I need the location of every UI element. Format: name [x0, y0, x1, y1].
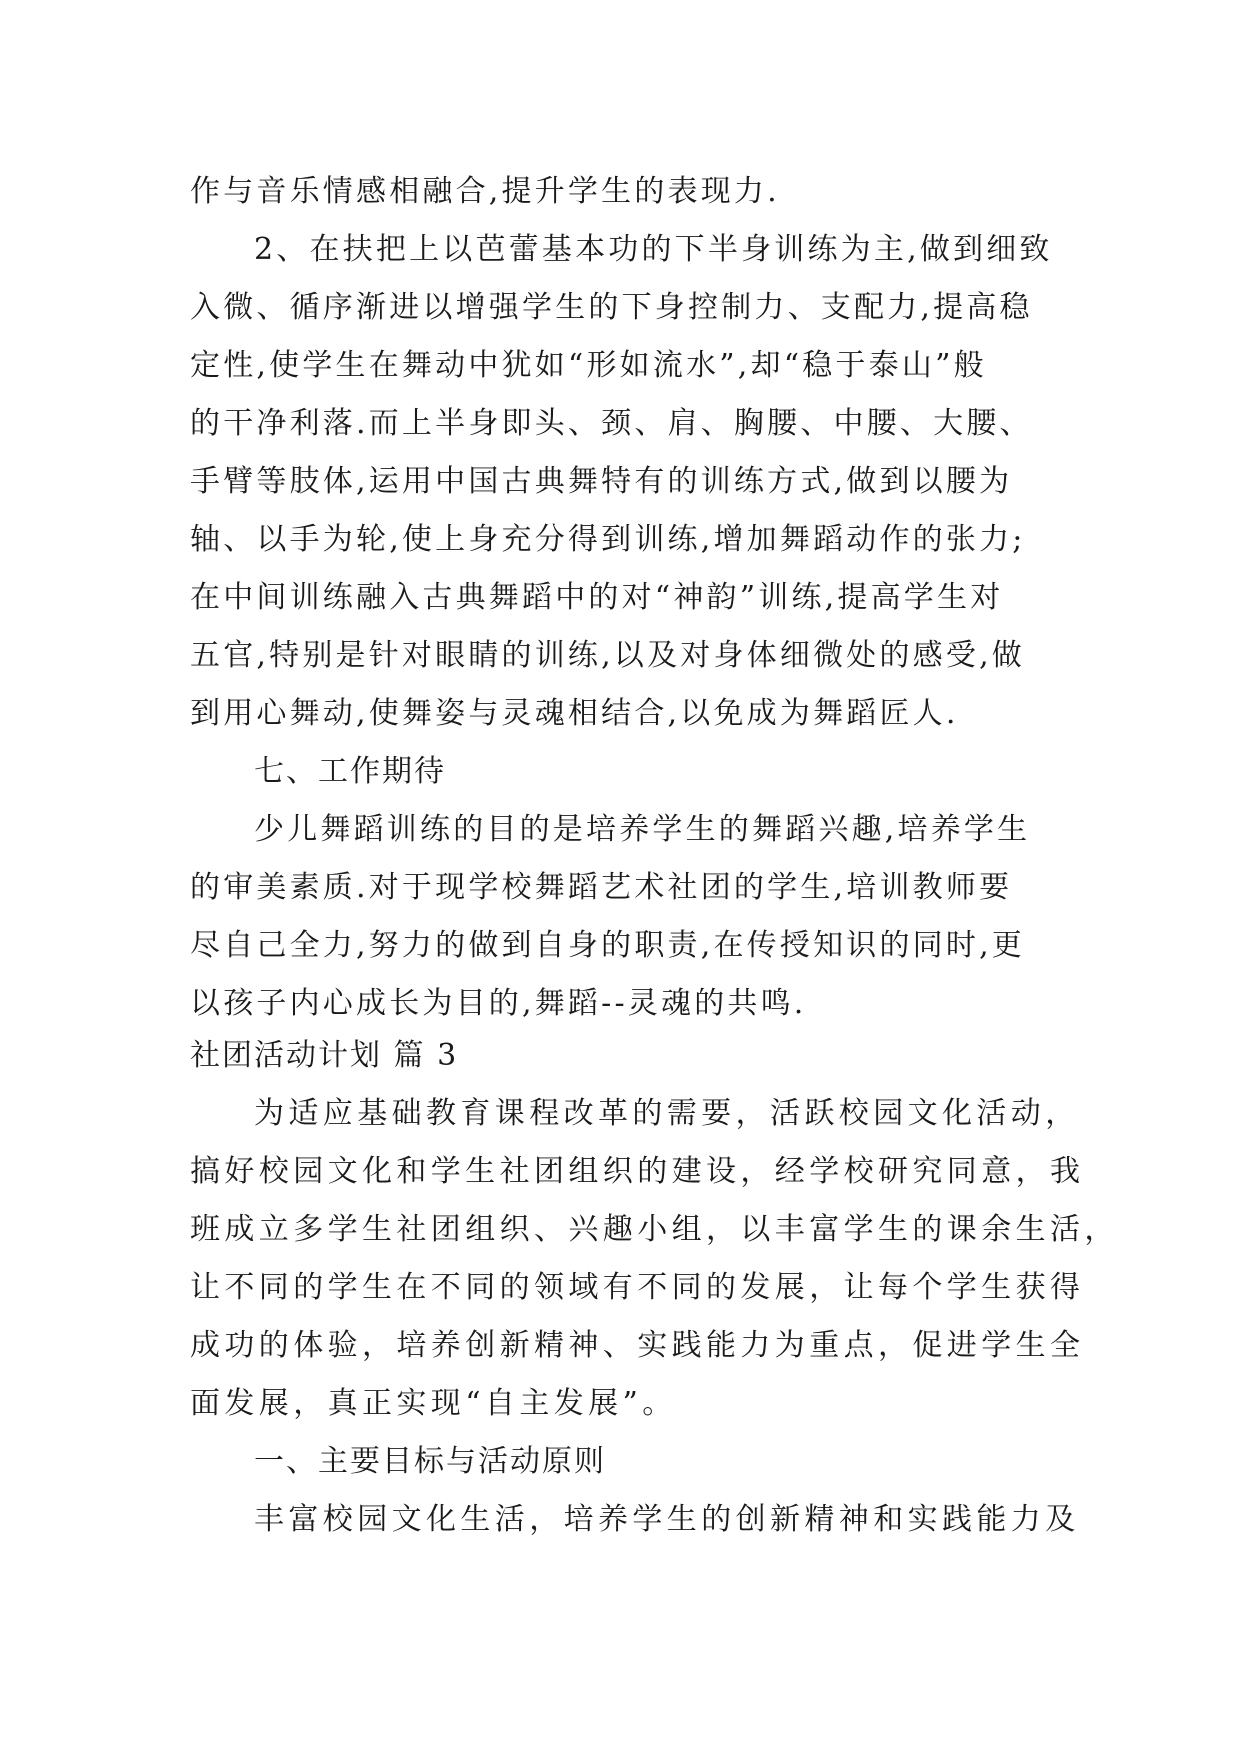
- paragraph-line: 在中间训练融入古典舞蹈中的对“神韵”训练,提高学生对: [190, 580, 1004, 615]
- paragraph-line: 作与音乐情感相融合,提升学生的表现力.: [190, 174, 780, 209]
- paragraph-line: 到用心舞动,使舞姿与灵魂相结合,以免成为舞蹈匠人.: [190, 696, 959, 731]
- paragraph-line: 面发展，真正实现“自主发展”。: [190, 1386, 677, 1421]
- paragraph-line: 定性,使学生在舞动中犹如“形如流水”,却“稳于泰山”般: [190, 348, 987, 383]
- paragraph-line: 尽自己全力,努力的做到自身的职责,在传授知识的同时,更: [190, 928, 1026, 963]
- section-heading: 一、主要目标与活动原则: [254, 1444, 606, 1479]
- paragraph-line: 入微、循序渐进以增强学生的下身控制力、支配力,提高稳: [190, 290, 1033, 325]
- paragraph-line: 轴、以手为轮,使上身充分得到训练,增加舞蹈动作的张力;: [190, 522, 1026, 557]
- paragraph-line: 丰富校园文化生活，培养学生的创新精神和实践能力及: [254, 1502, 1080, 1537]
- paragraph-line: 以孩子内心成长为目的,舞蹈--灵魂的共鸣.: [190, 986, 807, 1021]
- paragraph-line: 的干净利落.而上半身即头、颈、肩、胸腰、中腰、大腰、: [190, 406, 1033, 441]
- section-heading: 七、工作期待: [254, 754, 446, 789]
- paragraph-line: 为适应基础教育课程改革的需要，活跃校园文化活动，: [254, 1096, 1080, 1131]
- paragraph-line: 班成立多学生社团组织、兴趣小组，以丰富学生的课余生活，: [190, 1212, 1119, 1247]
- article-title: 社团活动计划 篇 3: [190, 1038, 459, 1073]
- paragraph-line: 的审美素质.对于现学校舞蹈艺术社团的学生,培训教师要: [190, 870, 1013, 905]
- paragraph-line: 手臂等肢体,运用中国古典舞特有的训练方式,做到以腰为: [190, 464, 1013, 499]
- paragraph-line: 让不同的学生在不同的领域有不同的发展，让每个学生获得: [190, 1270, 1085, 1305]
- paragraph-line: 搞好校园文化和学生社团组织的建设，经学校研究同意，我: [190, 1154, 1085, 1189]
- paragraph-line: 少儿舞蹈训练的目的是培养学生的舞蹈兴趣,培养学生: [254, 812, 1031, 847]
- paragraph-line: 成功的体验，培养创新精神、实践能力为重点，促进学生全: [190, 1328, 1085, 1363]
- paragraph-line: 五官,特别是针对眼睛的训练,以及对身体细微处的感受,做: [190, 638, 1026, 673]
- paragraph-line: 2、在扶把上以芭蕾基本功的下半身训练为主,做到细致: [254, 232, 1053, 267]
